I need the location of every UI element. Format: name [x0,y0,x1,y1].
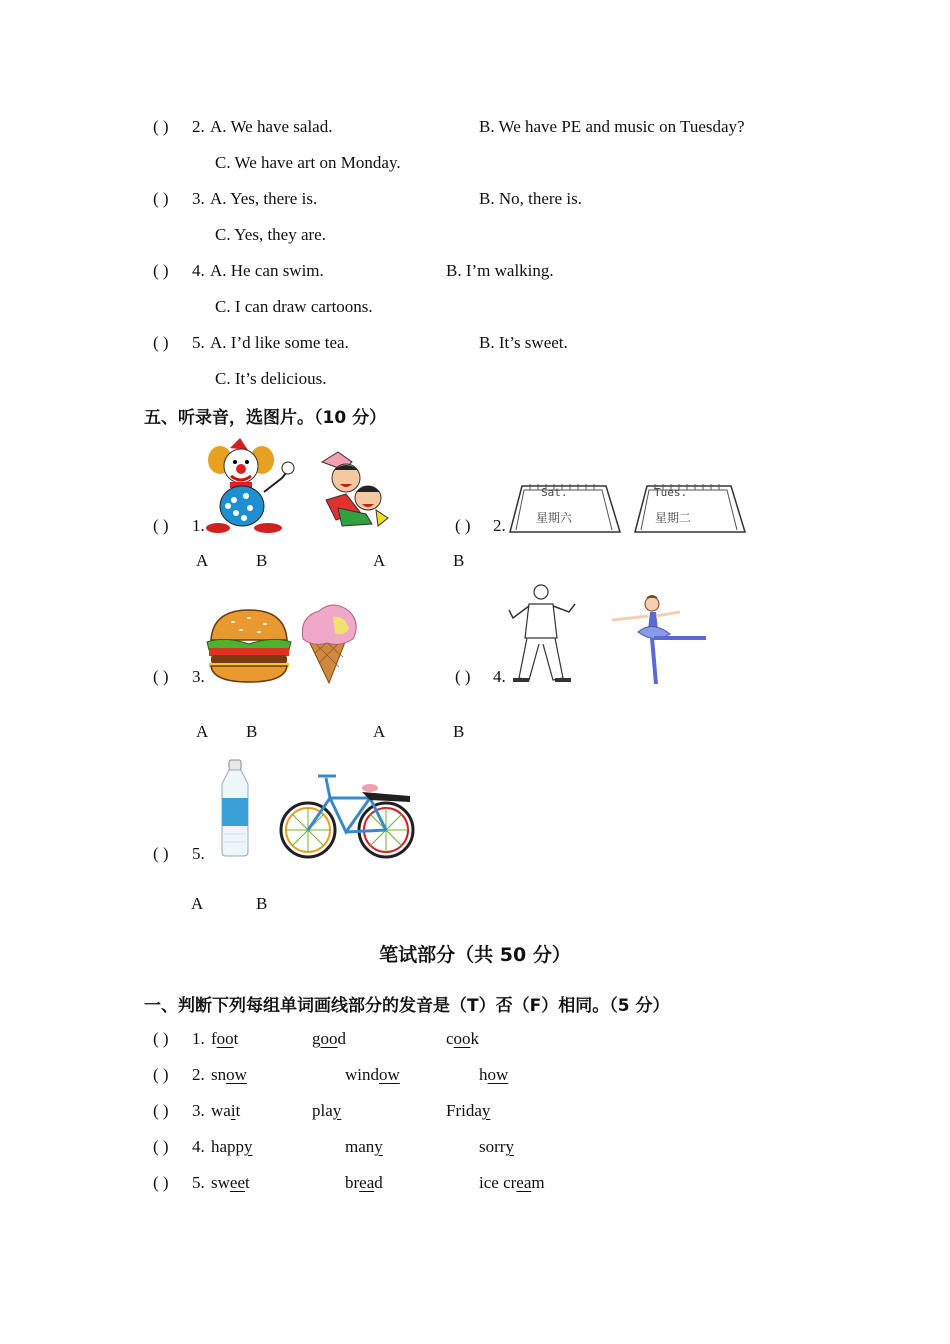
answer-bracket[interactable]: ( ) [153,1101,169,1120]
answer-bracket[interactable]: ( ) [153,1065,169,1084]
option-c: C. I can draw cartoons. [215,297,373,316]
section-heading: 五、听录音，选图片。（10 分） [144,408,387,428]
word: wait [211,1101,241,1120]
calendar-day-cn: 星期二 [655,511,692,525]
question-number: 1. [192,516,205,535]
answer-bracket[interactable]: ( ) [455,667,471,686]
tai-chi-icon [505,582,579,686]
choice-label-b: B [453,722,465,741]
option-b: B. No, there is. [479,189,582,208]
choice-label-b: B [256,894,268,913]
answer-bracket[interactable]: ( ) [153,667,169,686]
choice-label-a: A [373,722,386,741]
clown-icon [200,438,296,534]
calendar-day-en: Sat. [541,486,568,499]
word: happy [211,1137,253,1156]
question-number: 3. [192,667,205,686]
crying-kids-icon [316,448,390,528]
question-number: 2. [493,516,506,535]
option-a: A. Yes, there is. [210,189,318,208]
choice-label-b: B [453,551,465,570]
water-bottle-icon [218,758,252,858]
option-b: B. I’m walking. [446,261,554,280]
choice-label-a: A [191,894,204,913]
word: window [345,1065,400,1084]
word: Friday [446,1101,491,1120]
question-number: 4. [493,667,506,686]
option-b: B. It’s sweet. [479,333,568,352]
option-a: A. He can swim. [210,261,324,280]
question-number: 5. [192,1173,205,1192]
ballet-dancer-icon [610,590,710,686]
option-c: C. We have art on Monday. [215,153,401,172]
question-number: 3. [192,1101,205,1120]
question-number: 2. [192,1065,205,1084]
answer-bracket[interactable]: ( ) [455,516,471,535]
choice-label-a: A [196,551,209,570]
answer-bracket[interactable]: ( ) [153,117,169,136]
choice-label-a: A [373,551,386,570]
option-c: C. Yes, they are. [215,225,326,244]
calendar-day-cn: 星期六 [536,511,573,525]
word: play [312,1101,342,1120]
question-number: 3. [192,189,205,208]
option-b: B. We have PE and music on Tuesday? [479,117,745,136]
word: good [312,1029,346,1048]
choice-label-a: A [196,722,209,741]
answer-bracket[interactable]: ( ) [153,1029,169,1048]
word: how [479,1065,509,1084]
question-number: 2. [192,117,205,136]
word: sweet [211,1173,250,1192]
written-part-title: 笔试部分（共 50 分） [379,944,571,966]
answer-bracket[interactable]: ( ) [153,261,169,280]
word: snow [211,1065,247,1084]
question-number: 5. [192,333,205,352]
question-number: 1. [192,1029,205,1048]
question-number: 5. [192,844,205,863]
option-c: C. It’s delicious. [215,369,327,388]
word: foot [211,1029,239,1048]
word: bread [345,1173,383,1192]
answer-bracket[interactable]: ( ) [153,189,169,208]
word: cook [446,1029,480,1048]
question-number: 4. [192,261,205,280]
answer-bracket[interactable]: ( ) [153,1173,169,1192]
answer-bracket[interactable]: ( ) [153,1137,169,1156]
choice-label-b: B [246,722,258,741]
choice-label-b: B [256,551,268,570]
hamburger-icon [205,606,293,686]
option-a: A. We have salad. [210,117,333,136]
section-heading: 一、判断下列每组单词画线部分的发音是（T）否（F）相同。（5 分） [144,996,670,1016]
calendar-day-en: Tues. [654,486,688,499]
word: many [345,1137,383,1156]
answer-bracket[interactable]: ( ) [153,333,169,352]
option-a: A. I’d like some tea. [210,333,349,352]
word: sorry [479,1137,514,1156]
question-number: 4. [192,1137,205,1156]
ice-cream-icon [293,597,363,685]
bicycle-icon [278,770,420,864]
word: ice cream [479,1173,545,1192]
answer-bracket[interactable]: ( ) [153,516,169,535]
answer-bracket[interactable]: ( ) [153,844,169,863]
